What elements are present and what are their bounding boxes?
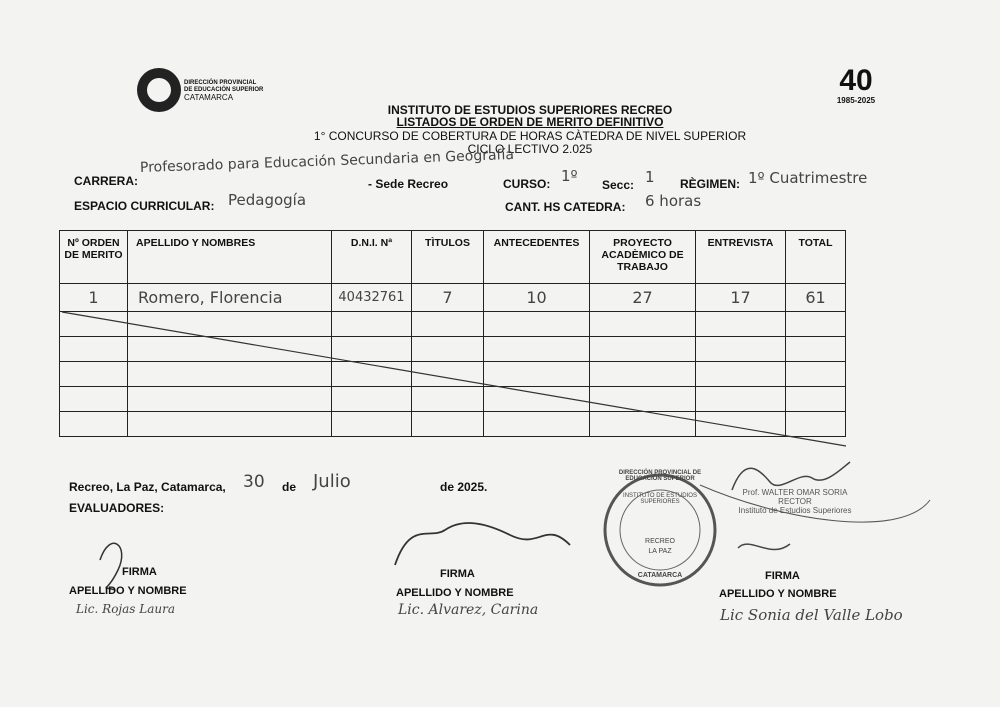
institute-name: INSTITUTO DE ESTUDIOS SUPERIORES RECREO xyxy=(387,103,673,117)
header-total: TOTAL xyxy=(786,231,846,284)
contest-title: 1° CONCURSO DE COBERTURA DE HORAS CÀTEDRA DE NIVEL SUPERIOR xyxy=(313,129,747,143)
signer-name-2: Lic. Alvarez, Carina xyxy=(398,602,539,618)
table-row xyxy=(60,337,846,362)
anniversary-logo xyxy=(826,66,886,105)
horas-label: CANT. HS CATEDRA: xyxy=(505,200,626,214)
regimen-label: RÈGIMEN: xyxy=(680,177,740,191)
table-row xyxy=(60,387,846,412)
header-titulos: TÌTULOS xyxy=(412,231,484,284)
header-antecedentes: ANTECEDENTES xyxy=(484,231,590,284)
carrera-value: Profesorado para Educación Secundaria en Geografía xyxy=(139,146,515,176)
firma-3: FIRMA xyxy=(765,570,800,582)
secc-value: 1 xyxy=(645,168,655,186)
signer-name-1: Lic. Rojas Laura xyxy=(76,602,176,616)
header-dni: D.N.I. Nª xyxy=(332,231,412,284)
table-row xyxy=(60,312,846,337)
table-row xyxy=(60,284,846,312)
regimen-value: 1º Cuatrimestre xyxy=(748,169,868,187)
date-day: 30 xyxy=(243,472,265,492)
secc-label: Secc: xyxy=(602,178,635,192)
firma-2: FIRMA xyxy=(440,568,475,580)
curso-value: 1º xyxy=(561,167,578,185)
cell-total: 61 xyxy=(786,284,846,312)
anniversary-number: 40 xyxy=(839,64,873,97)
table-header-row xyxy=(60,231,846,284)
rector-institute: Instituto de Estudios Superiores xyxy=(738,506,852,515)
cell-titulos: 7 xyxy=(412,284,484,312)
header-nombre: APELLIDO Y NOMBRES xyxy=(128,231,332,284)
header-proyecto: PROYECTO ACADÈMICO DE TRABAJO xyxy=(590,231,696,284)
header-entrevista: ENTREVISTA xyxy=(696,231,786,284)
stamp-center1: RECREO xyxy=(645,538,675,545)
date-de: de xyxy=(282,480,297,494)
anniversary-years: 1985-2025 xyxy=(836,96,876,105)
apellido-label-3: APELLIDO Y NOMBRE xyxy=(719,588,837,600)
apellido-label-2: APELLIDO Y NOMBRE xyxy=(396,587,514,599)
date-month: Julio xyxy=(313,471,351,492)
espacio-value: Pedagogía xyxy=(228,191,307,209)
carrera-label: CARRERA: xyxy=(74,174,138,188)
stamp-center2: LA PAZ xyxy=(648,548,672,555)
cycle: CICLO LECTIVO 2.025 xyxy=(467,142,593,156)
cell-orden: 1 xyxy=(60,284,128,312)
institution-logo xyxy=(137,68,181,112)
date-year: de 2025. xyxy=(440,480,488,494)
curso-label: CURSO: xyxy=(503,177,551,191)
date-place: Recreo, La Paz, Catamarca, xyxy=(69,480,226,494)
table-row xyxy=(60,362,846,387)
cell-nombre: Romero, Florencia xyxy=(128,284,332,312)
evaluadores-label: EVALUADORES: xyxy=(69,501,165,515)
cell-entrevista: 17 xyxy=(696,284,786,312)
apellido-label-1: APELLIDO Y NOMBRE xyxy=(69,585,187,597)
logo-line3: CATAMARCA xyxy=(184,93,234,102)
horas-value: 6 horas xyxy=(645,192,702,210)
cell-dni: 40432761 xyxy=(332,284,412,312)
logo-line1: DIRECCIÓN PROVINCIAL xyxy=(184,80,257,86)
rector-block xyxy=(730,488,860,515)
rector-name: Prof. WALTER OMAR SORIA xyxy=(742,488,848,497)
logo-text xyxy=(184,80,263,101)
stamp-bottom: CATAMARCA xyxy=(637,572,683,579)
stamp-inner-text: INSTITUTO DE ESTUDIOS SUPERIORES xyxy=(623,493,697,505)
cell-proyecto: 27 xyxy=(590,284,696,312)
espacio-label: ESPACIO CURRICULAR: xyxy=(74,199,215,213)
signer-name-3: Lic Sonia del Valle Lobo xyxy=(720,606,903,624)
stamp-ring-text: DIRECCIÓN PROVINCIAL DE EDUCACIÓN SUPERIOR xyxy=(618,470,702,482)
logo-line2: DE EDUCACIÓN SUPERIOR xyxy=(184,87,264,93)
rector-title: RECTOR xyxy=(778,497,812,506)
firma-1: FIRMA xyxy=(122,566,157,578)
header-orden: Nº ORDEN DE MERITO xyxy=(60,231,128,284)
cell-antecedentes: 10 xyxy=(484,284,590,312)
document-title: LISTADOS DE ORDEN DE MERITO DEFINITIVO xyxy=(396,115,664,129)
sede-label: - Sede Recreo xyxy=(368,177,449,191)
merit-table xyxy=(59,230,846,437)
table-row xyxy=(60,412,846,437)
